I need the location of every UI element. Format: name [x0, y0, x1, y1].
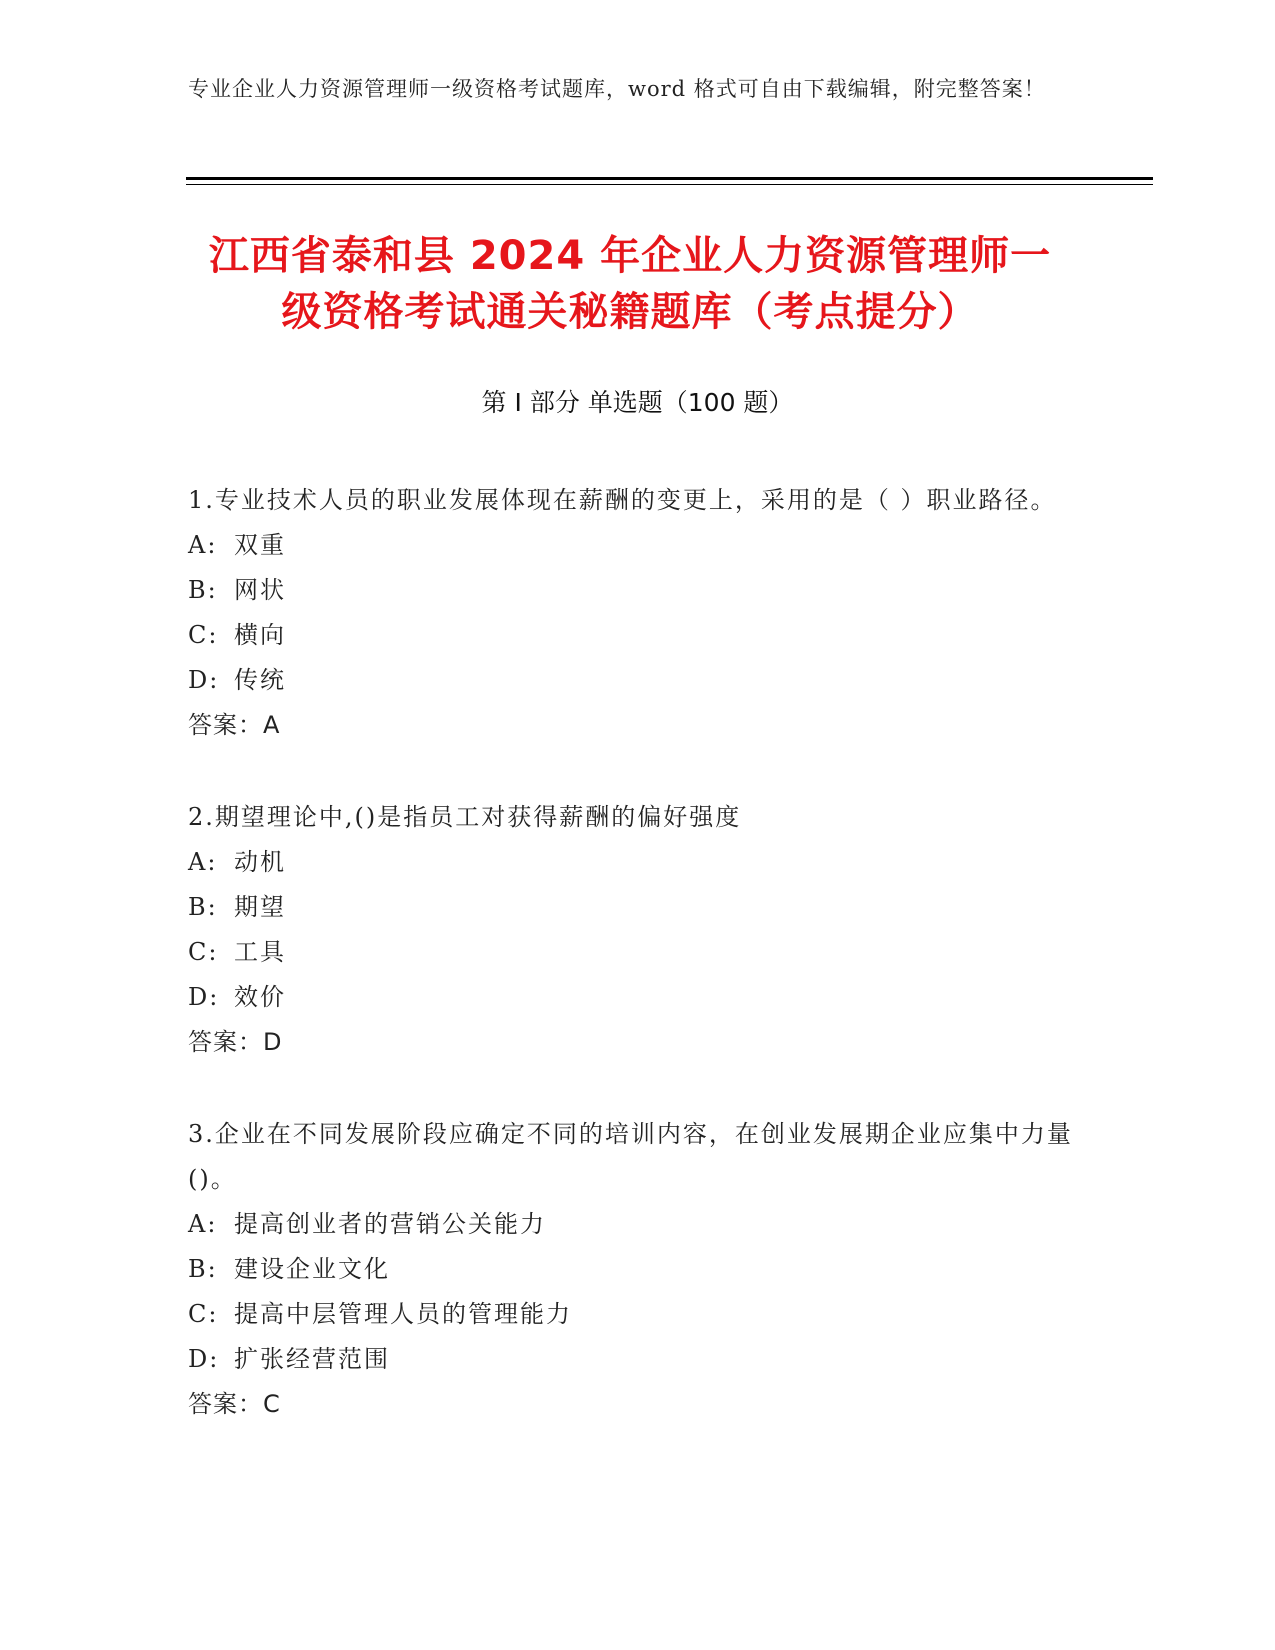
option-letter: A: — [188, 1210, 218, 1238]
option-c — [188, 1292, 1088, 1337]
option-text: 横向 — [234, 621, 286, 649]
option-b — [188, 1247, 1088, 1292]
option-c — [188, 930, 1088, 975]
question-list — [188, 478, 1088, 1474]
header-divider-thin — [186, 184, 1153, 185]
option-d — [188, 658, 1088, 703]
option-a — [188, 840, 1088, 885]
document-title-line-2: 级资格考试通关秘籍题库（考点提分） — [281, 289, 979, 335]
option-letter: C: — [188, 1300, 219, 1328]
option-d — [188, 975, 1088, 1020]
section-title: 第 I 部分 单选题（100 题） — [481, 388, 794, 417]
question-3 — [188, 1112, 1088, 1427]
question-stem: 3.企业在不同发展阶段应确定不同的培训内容，在创业发展期企业应集中力量()。 — [188, 1120, 1073, 1193]
question-1 — [188, 478, 1088, 748]
option-a — [188, 1202, 1088, 1247]
option-text: 扩张经营范围 — [234, 1345, 390, 1373]
answer-line: 答案：D — [188, 1028, 283, 1056]
answer-line: 答案：A — [188, 711, 281, 739]
option-letter: D: — [188, 1345, 220, 1373]
option-text: 建设企业文化 — [234, 1255, 390, 1283]
option-c — [188, 613, 1088, 658]
option-text: 提高中层管理人员的管理能力 — [234, 1300, 572, 1328]
option-text: 双重 — [234, 531, 286, 559]
question-stem: 1.专业技术人员的职业发展体现在薪酬的变更上，采用的是（ ）职业路径。 — [188, 486, 1057, 514]
option-letter: C: — [188, 938, 219, 966]
option-a — [188, 523, 1088, 568]
option-letter: B: — [188, 576, 218, 604]
option-text: 传统 — [234, 666, 286, 694]
option-text: 效价 — [234, 983, 286, 1011]
question-stem: 2.期望理论中,()是指员工对获得薪酬的偏好强度 — [188, 803, 742, 831]
option-text: 提高创业者的营销公关能力 — [234, 1210, 546, 1238]
option-text: 网状 — [234, 576, 286, 604]
header-note: 专业企业人力资源管理师一级资格考试题库，word 格式可自由下载编辑，附完整答案！ — [188, 77, 1046, 101]
header-divider-thick — [186, 177, 1153, 180]
option-letter: D: — [188, 983, 220, 1011]
document-title — [160, 228, 1100, 340]
option-letter: C: — [188, 621, 219, 649]
option-d — [188, 1337, 1088, 1382]
option-text: 期望 — [234, 893, 286, 921]
option-letter: B: — [188, 1255, 218, 1283]
option-b — [188, 568, 1088, 613]
answer-line: 答案：C — [188, 1390, 281, 1418]
option-text: 工具 — [234, 938, 286, 966]
question-2 — [188, 795, 1088, 1065]
option-letter: B: — [188, 893, 218, 921]
option-b — [188, 885, 1088, 930]
option-letter: D: — [188, 666, 220, 694]
option-text: 动机 — [234, 848, 286, 876]
document-title-line-1: 江西省泰和县 2024 年企业人力资源管理师一 — [208, 233, 1052, 279]
option-letter: A: — [188, 531, 218, 559]
option-letter: A: — [188, 848, 218, 876]
